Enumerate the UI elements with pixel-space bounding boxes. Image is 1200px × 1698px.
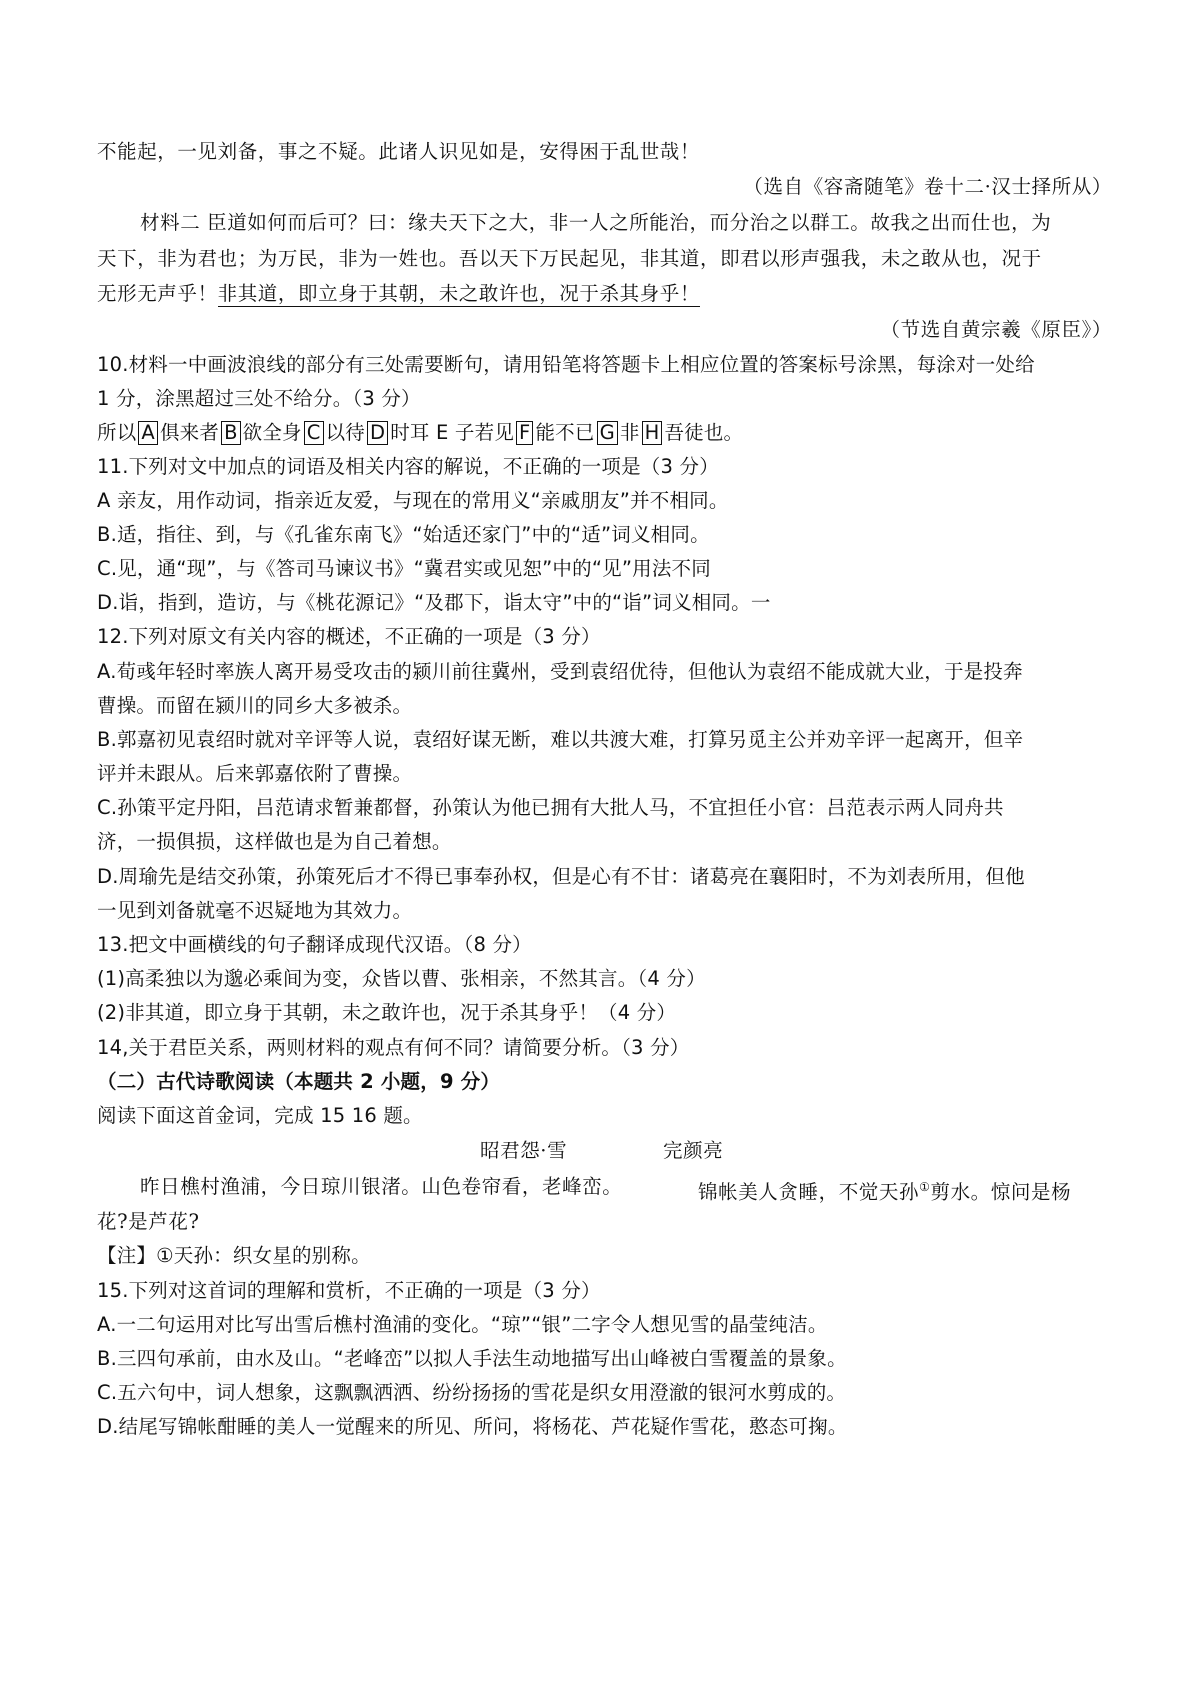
question-12-option-d: D.周瑜先是结交孙策，孙策死后才不得已事奉孙权，但是心有不甘：诸葛亮在襄阳时，不为刘表所用，但他 — [97, 865, 1025, 888]
material-two-line: 材料二 臣道如何而后可？曰：缘夫天下之大，非一人之所能治，而分治之以群工。故我之出而仕也，为 — [140, 211, 1052, 234]
question-15-option-c: C.五六句中，词人想象，这飘飘洒洒、纷纷扬扬的雪花是织女用澄澈的银河水剪成的。 — [97, 1381, 847, 1404]
question-12-option-b: 评并未跟从。后来郭嘉依附了曹操。 — [97, 762, 413, 785]
question-12-stem: 12.下列对原文有关内容的概述，不正确的一项是（3 分） — [97, 625, 601, 648]
answer-mark-box[interactable]: C — [304, 421, 324, 445]
question-11-option-c: C.见，通“现”，与《答司马谏议书》“冀君实或见恕”中的“见”用法不同 — [97, 557, 711, 580]
answer-mark-box[interactable]: B — [221, 421, 241, 445]
question-12-option-c: 济，一损俱损，这样做也是为自己着想。 — [97, 830, 452, 853]
material-one-line: 不能起，一见刘备，事之不疑。此诸人识见如是，安得困于乱世哉！ — [97, 140, 701, 163]
question-13-stem: 13.把文中画横线的句子翻译成现代汉语。（8 分） — [97, 933, 532, 956]
question-11-option-d: D.诣，指到，造访，与《桃花源记》“及郡下，诣太守”中的“诣”词义相同。一 — [97, 591, 771, 614]
section-intro: 阅读下面这首金词，完成 15 16 题。 — [97, 1104, 423, 1127]
segment-text: 欲全身 — [242, 421, 302, 444]
material-two-text: 无形无声乎！ — [97, 282, 218, 305]
question-10-stem: 1 分，涂黑超过三处不给分。（3 分） — [97, 387, 421, 410]
question-12-option-d: 一见到刘备就毫不迟疑地为其效力。 — [97, 899, 413, 922]
section-heading: （二）古代诗歌阅读（本题共 2 小题，9 分） — [97, 1070, 501, 1093]
poem-title: 昭君怨·雪 — [480, 1139, 568, 1162]
question-15-option-b: B.三四句承前，由水及山。“老峰峦”以拟人手法生动地描写出山峰被白雪覆盖的景象。 — [97, 1347, 847, 1370]
segment-text: 时耳 E 子若见 — [390, 421, 515, 444]
question-11-option-b: B.适，指往、到，与《孔雀东南飞》“始适还家门”中的“适”词义相同。 — [97, 523, 710, 546]
material-two-line — [97, 281, 700, 307]
poem-text: 剪水。惊问是杨 — [930, 1180, 1072, 1204]
segment-text: 俱来者 — [159, 421, 220, 444]
question-10-segments — [97, 420, 743, 446]
material-two-line: 天下，非为君也；为万民，非为一姓也。吾以天下万民起见，非其道，即君以形声强我，未之敢从也，况于 — [97, 247, 1042, 270]
question-11-stem: 11.下列对文中加点的词语及相关内容的解说，不正确的一项是（3 分） — [97, 455, 719, 478]
poem-line: 昨日樵村渔浦，今日琼川银渚。山色卷帘看，老峰峦。 — [140, 1175, 623, 1198]
poem-note: 【注】①天孙：织女星的别称。 — [97, 1244, 371, 1267]
material-one-source: （选自《容斋随笔》卷十二·汉士择所从） — [743, 175, 1112, 198]
segment-text: 能不已 — [535, 421, 595, 444]
poem-line — [698, 1174, 1071, 1206]
poem-line: 花?是芦花? — [97, 1210, 200, 1233]
segment-text: 吾徒也。 — [664, 421, 744, 444]
answer-mark-box[interactable]: F — [516, 421, 533, 445]
segment-text: 非 — [619, 421, 640, 444]
underlined-sentence: 非其道，即立身于其朝，未之敢许也，况于杀其身乎！ — [217, 282, 701, 305]
material-two-source: （节选自黄宗羲《原臣》） — [880, 318, 1112, 341]
question-15-option-d: D.结尾写锦帐酣睡的美人一觉醒来的所见、所问，将杨花、芦花疑作雪花，憨态可掬。 — [97, 1415, 848, 1438]
answer-mark-box[interactable]: A — [138, 421, 158, 445]
question-12-option-c: C.孙策平定丹阳，吕范请求暂兼都督，孙策认为他已拥有大批人马，不宜担任小官：吕范表示两人同舟共 — [97, 796, 1004, 819]
question-12-option-a: 曹操。而留在颍川的同乡大多被杀。 — [97, 694, 413, 717]
question-10-stem: 10.材料一中画波浪线的部分有三处需要断句，请用铅笔将答题卡上相应位置的答案标号涂黑，每涂对一处给 — [97, 353, 1035, 376]
answer-mark-box[interactable]: G — [597, 421, 618, 445]
answer-mark-box[interactable]: D — [367, 421, 388, 445]
poem-text: 锦帐美人贪睡，不觉天孙 — [698, 1180, 920, 1204]
note-marker: ① — [919, 1180, 931, 1194]
answer-mark-box[interactable]: H — [642, 421, 663, 445]
question-12-option-a: A.荀彧年轻时率族人离开易受攻击的颍川前往冀州，受到袁绍优待，但他认为袁绍不能成就大业，于是投奔 — [97, 660, 1023, 683]
question-11-option-a: A 亲友，用作动词，指亲近友爱，与现在的常用义“亲戚朋友”并不相同。 — [97, 489, 729, 512]
segment-text: 以待 — [325, 421, 365, 444]
question-13-sentence-1: (1)高柔独以为邈必乘间为变，众皆以曹、张相亲，不然其言。（4 分） — [97, 967, 706, 990]
question-15-stem: 15.下列对这首词的理解和赏析，不正确的一项是（3 分） — [97, 1279, 601, 1302]
question-12-option-b: B.郭嘉初见袁绍时就对辛评等人说，袁绍好谋无断，难以共渡大难，打算另觅主公并劝辛评一起离开，但辛 — [97, 728, 1024, 751]
poem-author: 完颜亮 — [663, 1139, 724, 1162]
question-14-stem: 14,关于君臣关系，两则材料的观点有何不同？请简要分析。（3 分） — [97, 1036, 690, 1059]
question-13-sentence-2: (2)非其道，即立身于其朝，未之敢许也，况于杀其身乎！（4 分） — [97, 1001, 677, 1024]
segment-text: 所以 — [97, 421, 137, 444]
question-15-option-a: A.一二句运用对比写出雪后樵村渔浦的变化。“琼”“银”二字令人想见雪的晶莹纯洁。 — [97, 1313, 828, 1336]
